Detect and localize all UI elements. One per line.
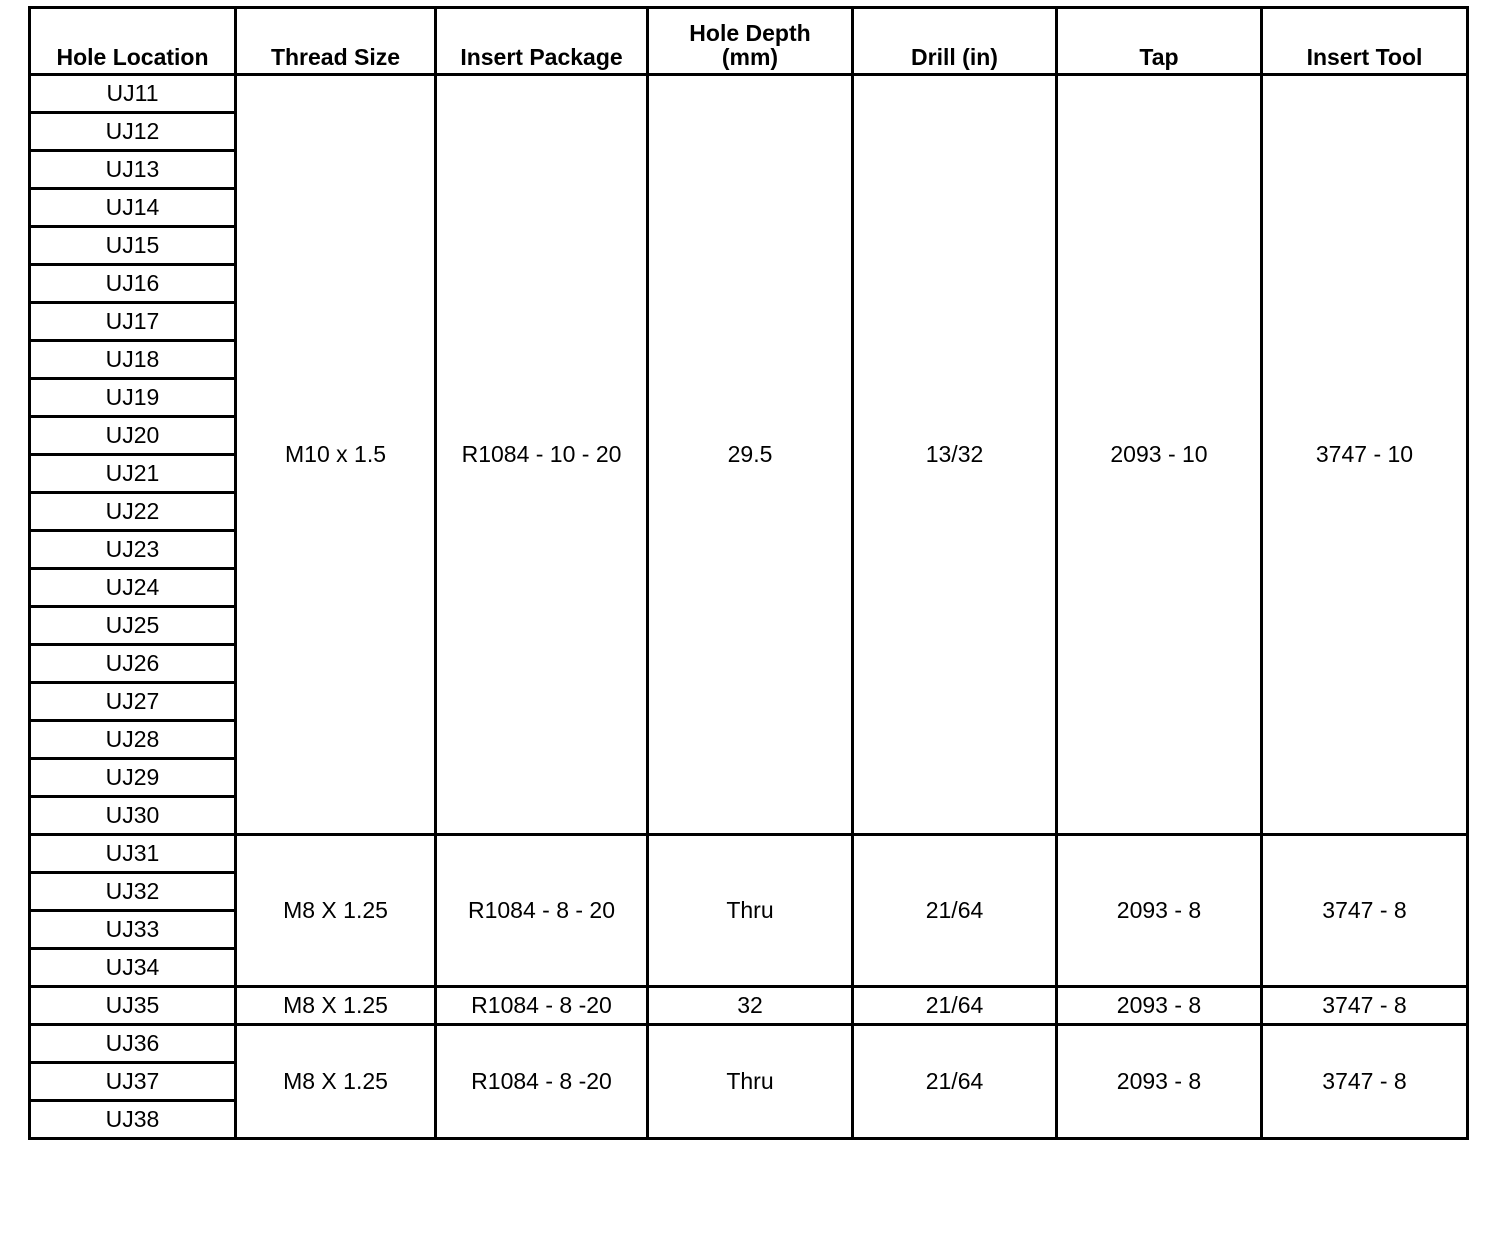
hole-depth-cell: Thru <box>648 835 853 987</box>
hole-location-cell: UJ34 <box>30 949 236 987</box>
header-insert-package: Insert Package <box>436 8 648 75</box>
header-hole-depth <box>648 8 853 75</box>
hole-location-cell: UJ12 <box>30 113 236 151</box>
hole-location-cell: UJ29 <box>30 759 236 797</box>
hole-location-cell: UJ21 <box>30 455 236 493</box>
tap-cell: 2093 - 8 <box>1057 835 1262 987</box>
hole-location-cell: UJ18 <box>30 341 236 379</box>
thread-size-cell: M8 X 1.25 <box>236 1025 436 1139</box>
table-header <box>30 8 1468 75</box>
hole-location-cell: UJ24 <box>30 569 236 607</box>
hole-location-cell: UJ36 <box>30 1025 236 1063</box>
drill-cell: 21/64 <box>853 987 1057 1025</box>
hole-location-cell: UJ25 <box>30 607 236 645</box>
hole-location-cell: UJ33 <box>30 911 236 949</box>
hole-location-cell: UJ30 <box>30 797 236 835</box>
hole-location-cell: UJ32 <box>30 873 236 911</box>
header-hole-depth-line1: Hole Depth <box>689 19 811 46</box>
table-row <box>30 75 1468 113</box>
insert-package-cell: R1084 - 8 -20 <box>436 987 648 1025</box>
hole-location-cell: UJ31 <box>30 835 236 873</box>
hole-location-cell: UJ16 <box>30 265 236 303</box>
insert-tool-cell: 3747 - 8 <box>1262 1025 1468 1139</box>
hole-depth-cell: 32 <box>648 987 853 1025</box>
thread-size-cell: M10 x 1.5 <box>236 75 436 835</box>
hole-location-cell: UJ26 <box>30 645 236 683</box>
hole-depth-cell: 29.5 <box>648 75 853 835</box>
thread-size-cell: M8 X 1.25 <box>236 987 436 1025</box>
table-row <box>30 987 1468 1025</box>
hole-depth-cell: Thru <box>648 1025 853 1139</box>
insert-package-cell: R1084 - 8 - 20 <box>436 835 648 987</box>
hole-location-cell: UJ19 <box>30 379 236 417</box>
hole-location-cell: UJ27 <box>30 683 236 721</box>
hole-location-cell: UJ23 <box>30 531 236 569</box>
header-insert-tool: Insert Tool <box>1262 8 1468 75</box>
table-body <box>30 75 1468 1139</box>
insert-tool-cell: 3747 - 8 <box>1262 835 1468 987</box>
tap-cell: 2093 - 8 <box>1057 987 1262 1025</box>
insert-package-cell: R1084 - 8 -20 <box>436 1025 648 1139</box>
header-row <box>30 8 1468 75</box>
hole-location-cell: UJ22 <box>30 493 236 531</box>
header-tap: Tap <box>1057 8 1262 75</box>
hole-location-cell: UJ20 <box>30 417 236 455</box>
header-drill: Drill (in) <box>853 8 1057 75</box>
thread-size-cell: M8 X 1.25 <box>236 835 436 987</box>
hole-location-cell: UJ28 <box>30 721 236 759</box>
hole-location-cell: UJ35 <box>30 987 236 1025</box>
drill-cell: 21/64 <box>853 835 1057 987</box>
hole-location-cell: UJ38 <box>30 1101 236 1139</box>
tap-cell: 2093 - 10 <box>1057 75 1262 835</box>
hole-location-cell: UJ37 <box>30 1063 236 1101</box>
hole-location-cell: UJ14 <box>30 189 236 227</box>
header-hole-depth-line2: (mm) <box>721 43 779 70</box>
header-hole-location: Hole Location <box>30 8 236 75</box>
table-row <box>30 835 1468 873</box>
drill-cell: 21/64 <box>853 1025 1057 1139</box>
hole-location-cell: UJ17 <box>30 303 236 341</box>
hole-location-cell: UJ11 <box>30 75 236 113</box>
insert-package-cell: R1084 - 10 - 20 <box>436 75 648 835</box>
tap-cell: 2093 - 8 <box>1057 1025 1262 1139</box>
insert-tool-cell: 3747 - 10 <box>1262 75 1468 835</box>
drill-cell: 13/32 <box>853 75 1057 835</box>
hole-location-cell: UJ15 <box>30 227 236 265</box>
hole-location-cell: UJ13 <box>30 151 236 189</box>
table-row <box>30 1025 1468 1063</box>
header-thread-size: Thread Size <box>236 8 436 75</box>
insert-tool-cell: 3747 - 8 <box>1262 987 1468 1025</box>
hole-spec-table <box>28 6 1469 1140</box>
